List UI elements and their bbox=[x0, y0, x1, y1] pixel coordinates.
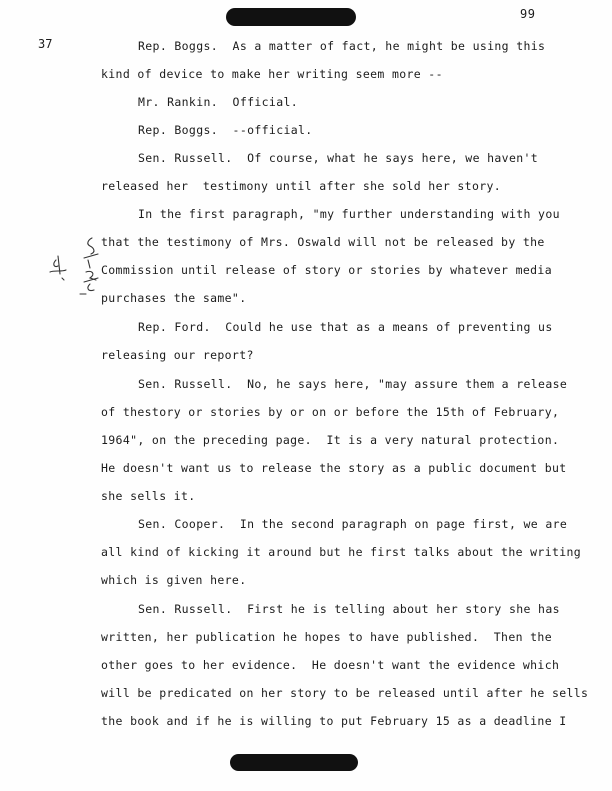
transcript-line: Sen. Russell. No, he says here, "may assure them a release bbox=[138, 377, 568, 391]
transcript-line: Rep. Boggs. --official. bbox=[138, 123, 313, 137]
transcript-line: purchases the same". bbox=[101, 291, 247, 305]
handwritten-margin-note bbox=[44, 234, 104, 300]
transcript-line: she sells it. bbox=[101, 489, 196, 503]
transcript-line: which is given here. bbox=[101, 573, 247, 587]
transcript-line: Sen. Russell. First he is telling about her story she has bbox=[138, 602, 560, 616]
transcript-line: releasing our report? bbox=[101, 348, 254, 362]
transcript-line: Rep. Boggs. As a matter of fact, he might be using this bbox=[138, 39, 546, 53]
transcript-line: written, her publication he hopes to have published. Then the bbox=[101, 630, 552, 644]
transcript-line: Commission until release of story or stories by whatever media bbox=[101, 263, 552, 277]
transcript-line: kind of device to make her writing seem more -- bbox=[101, 67, 443, 81]
line-number: 37 bbox=[38, 37, 53, 51]
transcript-line: He doesn't want us to release the story as a public document but bbox=[101, 461, 567, 475]
transcript-line: the book and if he is willing to put February 15 as a deadline I bbox=[101, 714, 567, 728]
transcript-line: Mr. Rankin. Official. bbox=[138, 95, 299, 109]
transcript-line: of thestory or stories by or on or before the 15th of February, bbox=[101, 405, 560, 419]
transcript-line: will be predicated on her story to be released until after he sells bbox=[101, 686, 589, 700]
transcript-line: In the first paragraph, "my further understanding with you bbox=[138, 207, 560, 221]
transcript-line: all kind of kicking it around but he first talks about the writing bbox=[101, 545, 582, 559]
redaction-bar-bottom bbox=[230, 754, 358, 771]
transcript-line: 1964", on the preceding page. It is a very natural protection. bbox=[101, 433, 560, 447]
page-number: 99 bbox=[520, 7, 536, 21]
transcript-line: that the testimony of Mrs. Oswald will not be released by the bbox=[101, 235, 545, 249]
transcript-line: released her testimony until after she sold her story. bbox=[101, 179, 502, 193]
transcript-line: Rep. Ford. Could he use that as a means of preventing us bbox=[138, 320, 553, 334]
transcript-line: Sen. Russell. Of course, what he says here, we haven't bbox=[138, 151, 539, 165]
transcript-line: other goes to her evidence. He doesn't want the evidence which bbox=[101, 658, 560, 672]
transcript-line: Sen. Cooper. In the second paragraph on page first, we are bbox=[138, 517, 568, 531]
redaction-bar-top bbox=[226, 8, 356, 26]
